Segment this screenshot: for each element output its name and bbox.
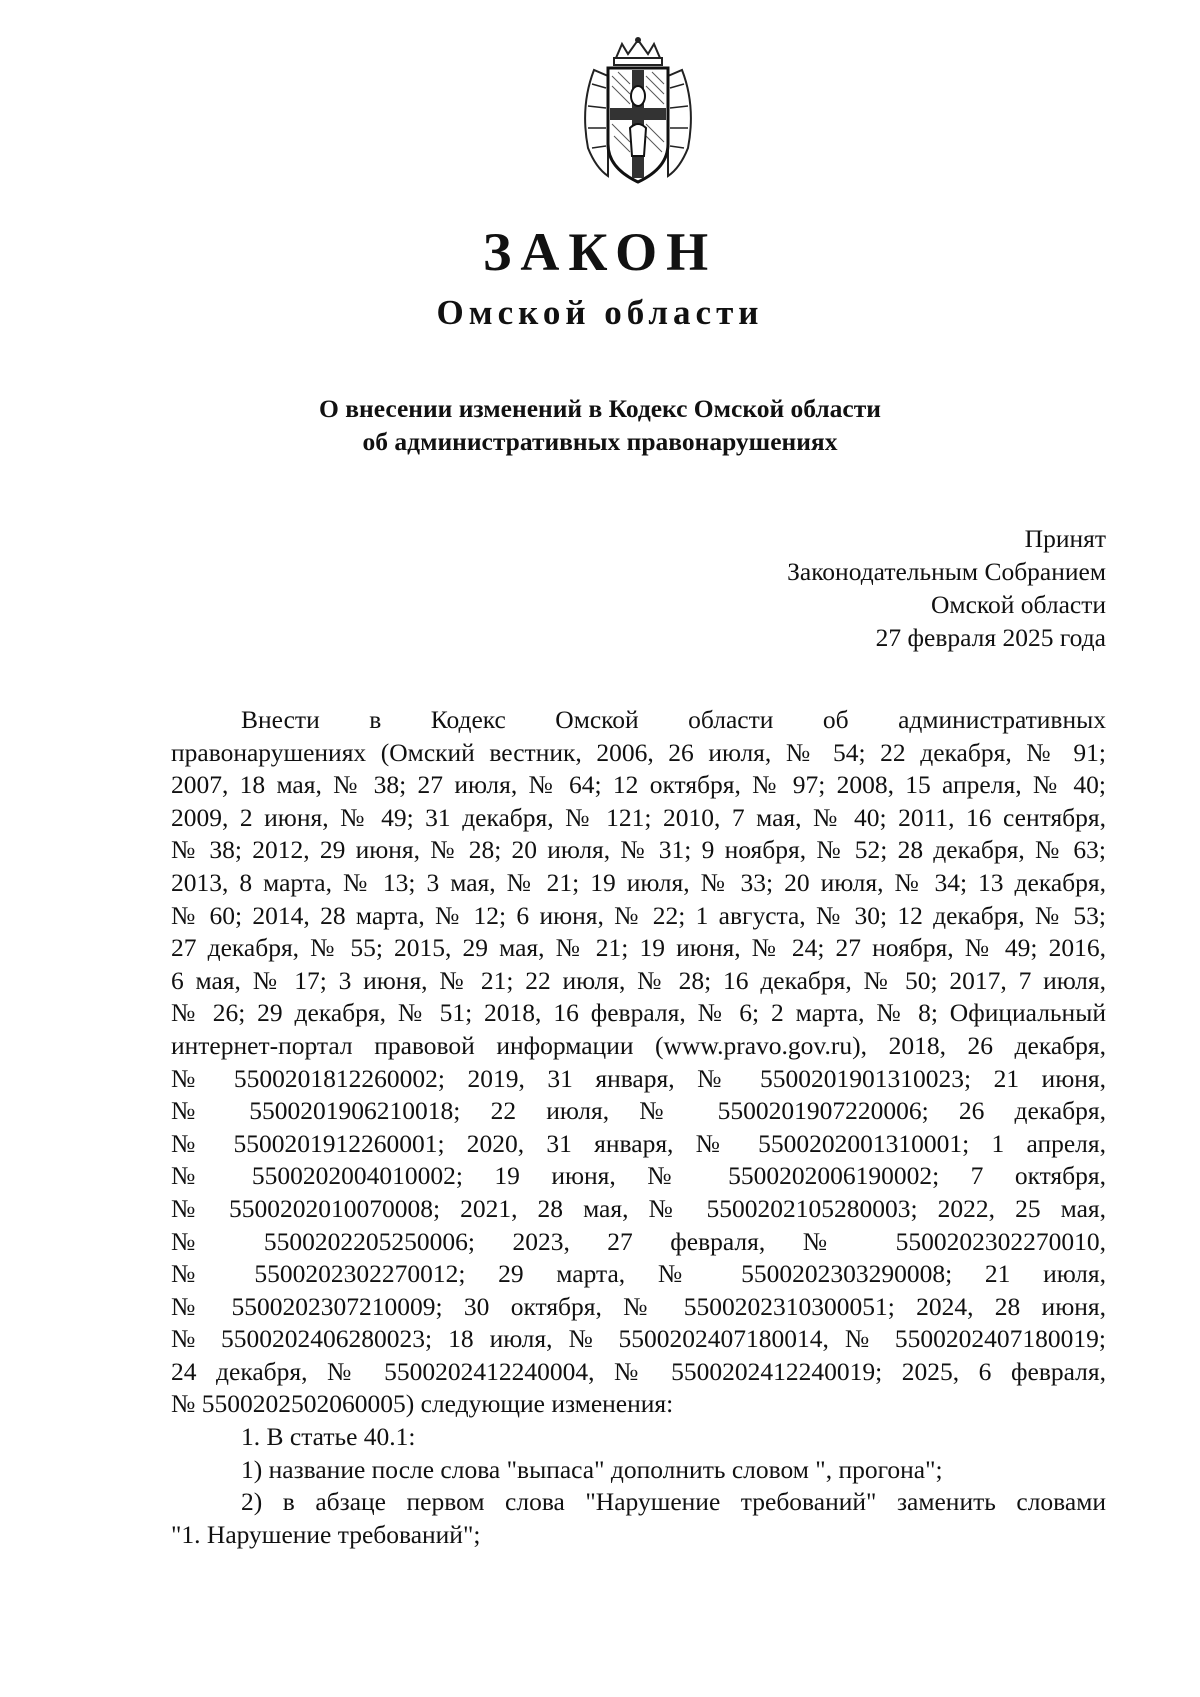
- body-line: 27 декабря, № 55; 2015, 29 мая, № 21; 19 июня, № 24; 27 ноября, № 49; 2016,: [171, 933, 1106, 963]
- body-line: № 60; 2014, 28 марта, № 12; 6 июня, № 22; 1 августа, № 30; 12 декабря, № 53;: [171, 900, 1106, 930]
- body-line: № 5500202307210009; 30 октября, № 5500202310300051; 2024, 28 июня,: [171, 1291, 1106, 1321]
- body-paragraph: [171, 704, 1106, 1421]
- body-line: № 5500202406280023; 18 июля, № 5500202407180014, № 5500202407180019;: [171, 1324, 1106, 1354]
- law-name: [0, 392, 1200, 458]
- body-line: № 5500201812260002; 2019, 31 января, № 5500201901310023; 21 июня,: [171, 1063, 1106, 1093]
- body-line: № 5500202205250006; 2023, 27 февраля, № 5500202302270010,: [171, 1226, 1106, 1256]
- body-line: 6 мая, № 17; 3 июня, № 21; 22 июля, № 28; 16 декабря, № 50; 2017, 7 июля,: [171, 965, 1106, 995]
- body-line: № 5500202010070008; 2021, 28 мая, № 5500202105280003; 2022, 25 мая,: [171, 1193, 1106, 1223]
- body-line: 2007, 18 мая, № 38; 27 июля, № 64; 12 октября, № 97; 2008, 15 апреля, № 40;: [171, 770, 1106, 800]
- body-line: № 5500202502060005) следующие изменения:: [171, 1389, 674, 1419]
- body-line: Внести в Кодекс Омской области об административных: [241, 705, 1106, 734]
- law-name-line: об административных правонарушениях: [362, 427, 838, 456]
- body-line: 2013, 8 марта, № 13; 3 мая, № 21; 19 июля, № 33; 20 июля, № 34; 13 декабря,: [171, 867, 1106, 897]
- body-line: 2009, 2 июня, № 49; 31 декабря, № 121; 2010, 7 мая, № 40; 2011, 16 сентября,: [171, 802, 1106, 832]
- adoption-line: Законодательным Собранием: [787, 557, 1106, 586]
- adoption-date: 27 февраля 2025 года: [875, 623, 1106, 652]
- amendment-subitem: 2) в абзаце первом слова "Нарушение требований" заменить словами: [241, 1487, 1106, 1517]
- body-line: № 5500202302270012; 29 марта, № 5500202303290008; 21 июля,: [171, 1259, 1106, 1289]
- law-name-line: О внесении изменений в Кодекс Омской области: [319, 394, 881, 423]
- amendment-item: 1. В статье 40.1:: [241, 1422, 416, 1451]
- amendment-subitem: 1) название после слова "выпаса" дополнить словом ", прогона";: [241, 1454, 943, 1484]
- amendment-subitem-continuation: "1. Нарушение требований";: [171, 1519, 481, 1549]
- body-line: № 5500201912260001; 2020, 31 января, № 5500202001310001; 1 апреля,: [171, 1128, 1106, 1158]
- body-line: № 26; 29 декабря, № 51; 2018, 16 февраля, № 6; 2 марта, № 8; Официальный: [171, 998, 1106, 1028]
- document-title: ЗАКОН: [482, 222, 718, 282]
- body-line: правонарушениях (Омский вестник, 2006, 26 июля, № 54; 22 декабря, № 91;: [171, 737, 1106, 767]
- coat-of-arms-emblem: [570, 36, 706, 188]
- body-line: интернет-портал правовой информации (www.pravo.gov.ru), 2018, 26 декабря,: [171, 1030, 1106, 1060]
- body-line: № 5500202004010002; 19 июня, № 5500202006190002; 7 октября,: [171, 1161, 1106, 1191]
- adoption-block: [787, 522, 1106, 654]
- adoption-line: Омской области: [931, 590, 1106, 619]
- document-subtitle: Омской области: [436, 293, 764, 332]
- amendment-items: [171, 1421, 1106, 1551]
- adoption-line: Принят: [1024, 524, 1106, 553]
- body-line: 24 декабря, № 5500202412240004, № 5500202412240019; 2025, 6 февраля,: [171, 1356, 1106, 1386]
- body-line: № 5500201906210018; 22 июля, № 5500201907220006; 26 декабря,: [171, 1096, 1106, 1126]
- body-line: № 38; 2012, 29 июня, № 28; 20 июля, № 31; 9 ноября, № 52; 28 декабря, № 63;: [171, 835, 1106, 865]
